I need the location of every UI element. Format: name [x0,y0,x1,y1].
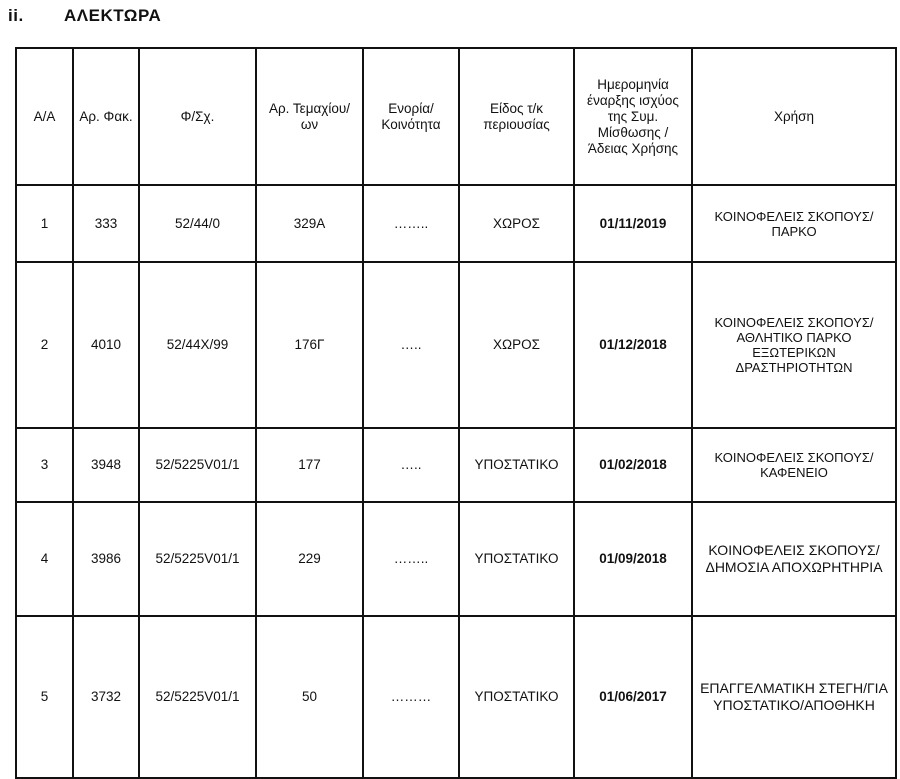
cell-file-number: 4010 [73,262,139,428]
cell-parish: …….. [363,185,459,262]
cell-use: ΚΟΙΝΟΦΕΛΕΙΣ ΣΚΟΠΟΥΣ/ΑΘΛΗΤΙΚΟ ΠΑΡΚΟ ΕΞΩΤΕΡΙΚΩΝ ΔΡΑΣΤΗΡΙΟΤΗΤΩΝ [692,262,896,428]
cell-sheet-plan: 52/5225V01/1 [139,502,256,616]
cell-file-number: 3986 [73,502,139,616]
cell-use: ΚΟΙΝΟΦΕΛΕΙΣ ΣΚΟΠΟΥΣ/ΠΑΡΚΟ [692,185,896,262]
table-row [16,262,896,428]
cell-file-number: 3948 [73,428,139,502]
cell-aa: 1 [16,185,73,262]
cell-aa: 4 [16,502,73,616]
cell-start-date: 01/06/2017 [574,616,692,778]
cell-sheet-plan: 52/5225V01/1 [139,428,256,502]
cell-sheet-plan: 52/44/0 [139,185,256,262]
section-heading [8,6,161,26]
cell-aa: 5 [16,616,73,778]
cell-file-number: 333 [73,185,139,262]
cell-start-date: 01/09/2018 [574,502,692,616]
section-title: ΑΛΕΚΤΩΡΑ [64,6,162,25]
header-start-date: Ημερομηνία έναρξης ισχύος της Συμ. Μίσθωσης / Άδειας Χρήσης [574,48,692,185]
cell-plot-number: 329Α [256,185,363,262]
header-plot-number: Αρ. Τεμαχίου/ων [256,48,363,185]
cell-property-type: ΧΩΡΟΣ [459,185,574,262]
header-property-type: Είδος τ/κ περιουσίας [459,48,574,185]
cell-aa: 3 [16,428,73,502]
header-file-number: Αρ. Φακ. [73,48,139,185]
cell-use: ΕΠΑΓΓΕΛΜΑΤΙΚΗ ΣΤΕΓΗ/ΓΙΑ ΥΠΟΣΤΑΤΙΚΟ/ΑΠΟΘΗΚΗ [692,616,896,778]
cell-property-type: ΧΩΡΟΣ [459,262,574,428]
table-row [16,616,896,778]
table-row [16,428,896,502]
cell-property-type: ΥΠΟΣΤΑΤΙΚΟ [459,502,574,616]
section-number: ii. [8,6,24,25]
cell-parish: ….. [363,428,459,502]
table-header-row [16,48,896,185]
cell-sheet-plan: 52/44Χ/99 [139,262,256,428]
cell-plot-number: 50 [256,616,363,778]
cell-property-type: ΥΠΟΣΤΑΤΙΚΟ [459,428,574,502]
header-aa: Α/Α [16,48,73,185]
cell-file-number: 3732 [73,616,139,778]
cell-parish: …….. [363,502,459,616]
property-table [15,47,897,779]
cell-plot-number: 176Γ [256,262,363,428]
cell-parish: ….. [363,262,459,428]
cell-use: ΚΟΙΝΟΦΕΛΕΙΣ ΣΚΟΠΟΥΣ/ΚΑΦΕΝΕΙΟ [692,428,896,502]
cell-plot-number: 177 [256,428,363,502]
cell-sheet-plan: 52/5225V01/1 [139,616,256,778]
cell-parish: ……… [363,616,459,778]
header-sheet-plan: Φ/Σχ. [139,48,256,185]
table-row [16,185,896,262]
cell-start-date: 01/12/2018 [574,262,692,428]
cell-aa: 2 [16,262,73,428]
table-row [16,502,896,616]
header-parish: Ενορία/ Κοινότητα [363,48,459,185]
header-use: Χρήση [692,48,896,185]
cell-property-type: ΥΠΟΣΤΑΤΙΚΟ [459,616,574,778]
cell-use: ΚΟΙΝΟΦΕΛΕΙΣ ΣΚΟΠΟΥΣ/ΔΗΜΟΣΙΑ ΑΠΟΧΩΡΗΤΗΡΙΑ [692,502,896,616]
cell-start-date: 01/11/2019 [574,185,692,262]
cell-plot-number: 229 [256,502,363,616]
cell-start-date: 01/02/2018 [574,428,692,502]
